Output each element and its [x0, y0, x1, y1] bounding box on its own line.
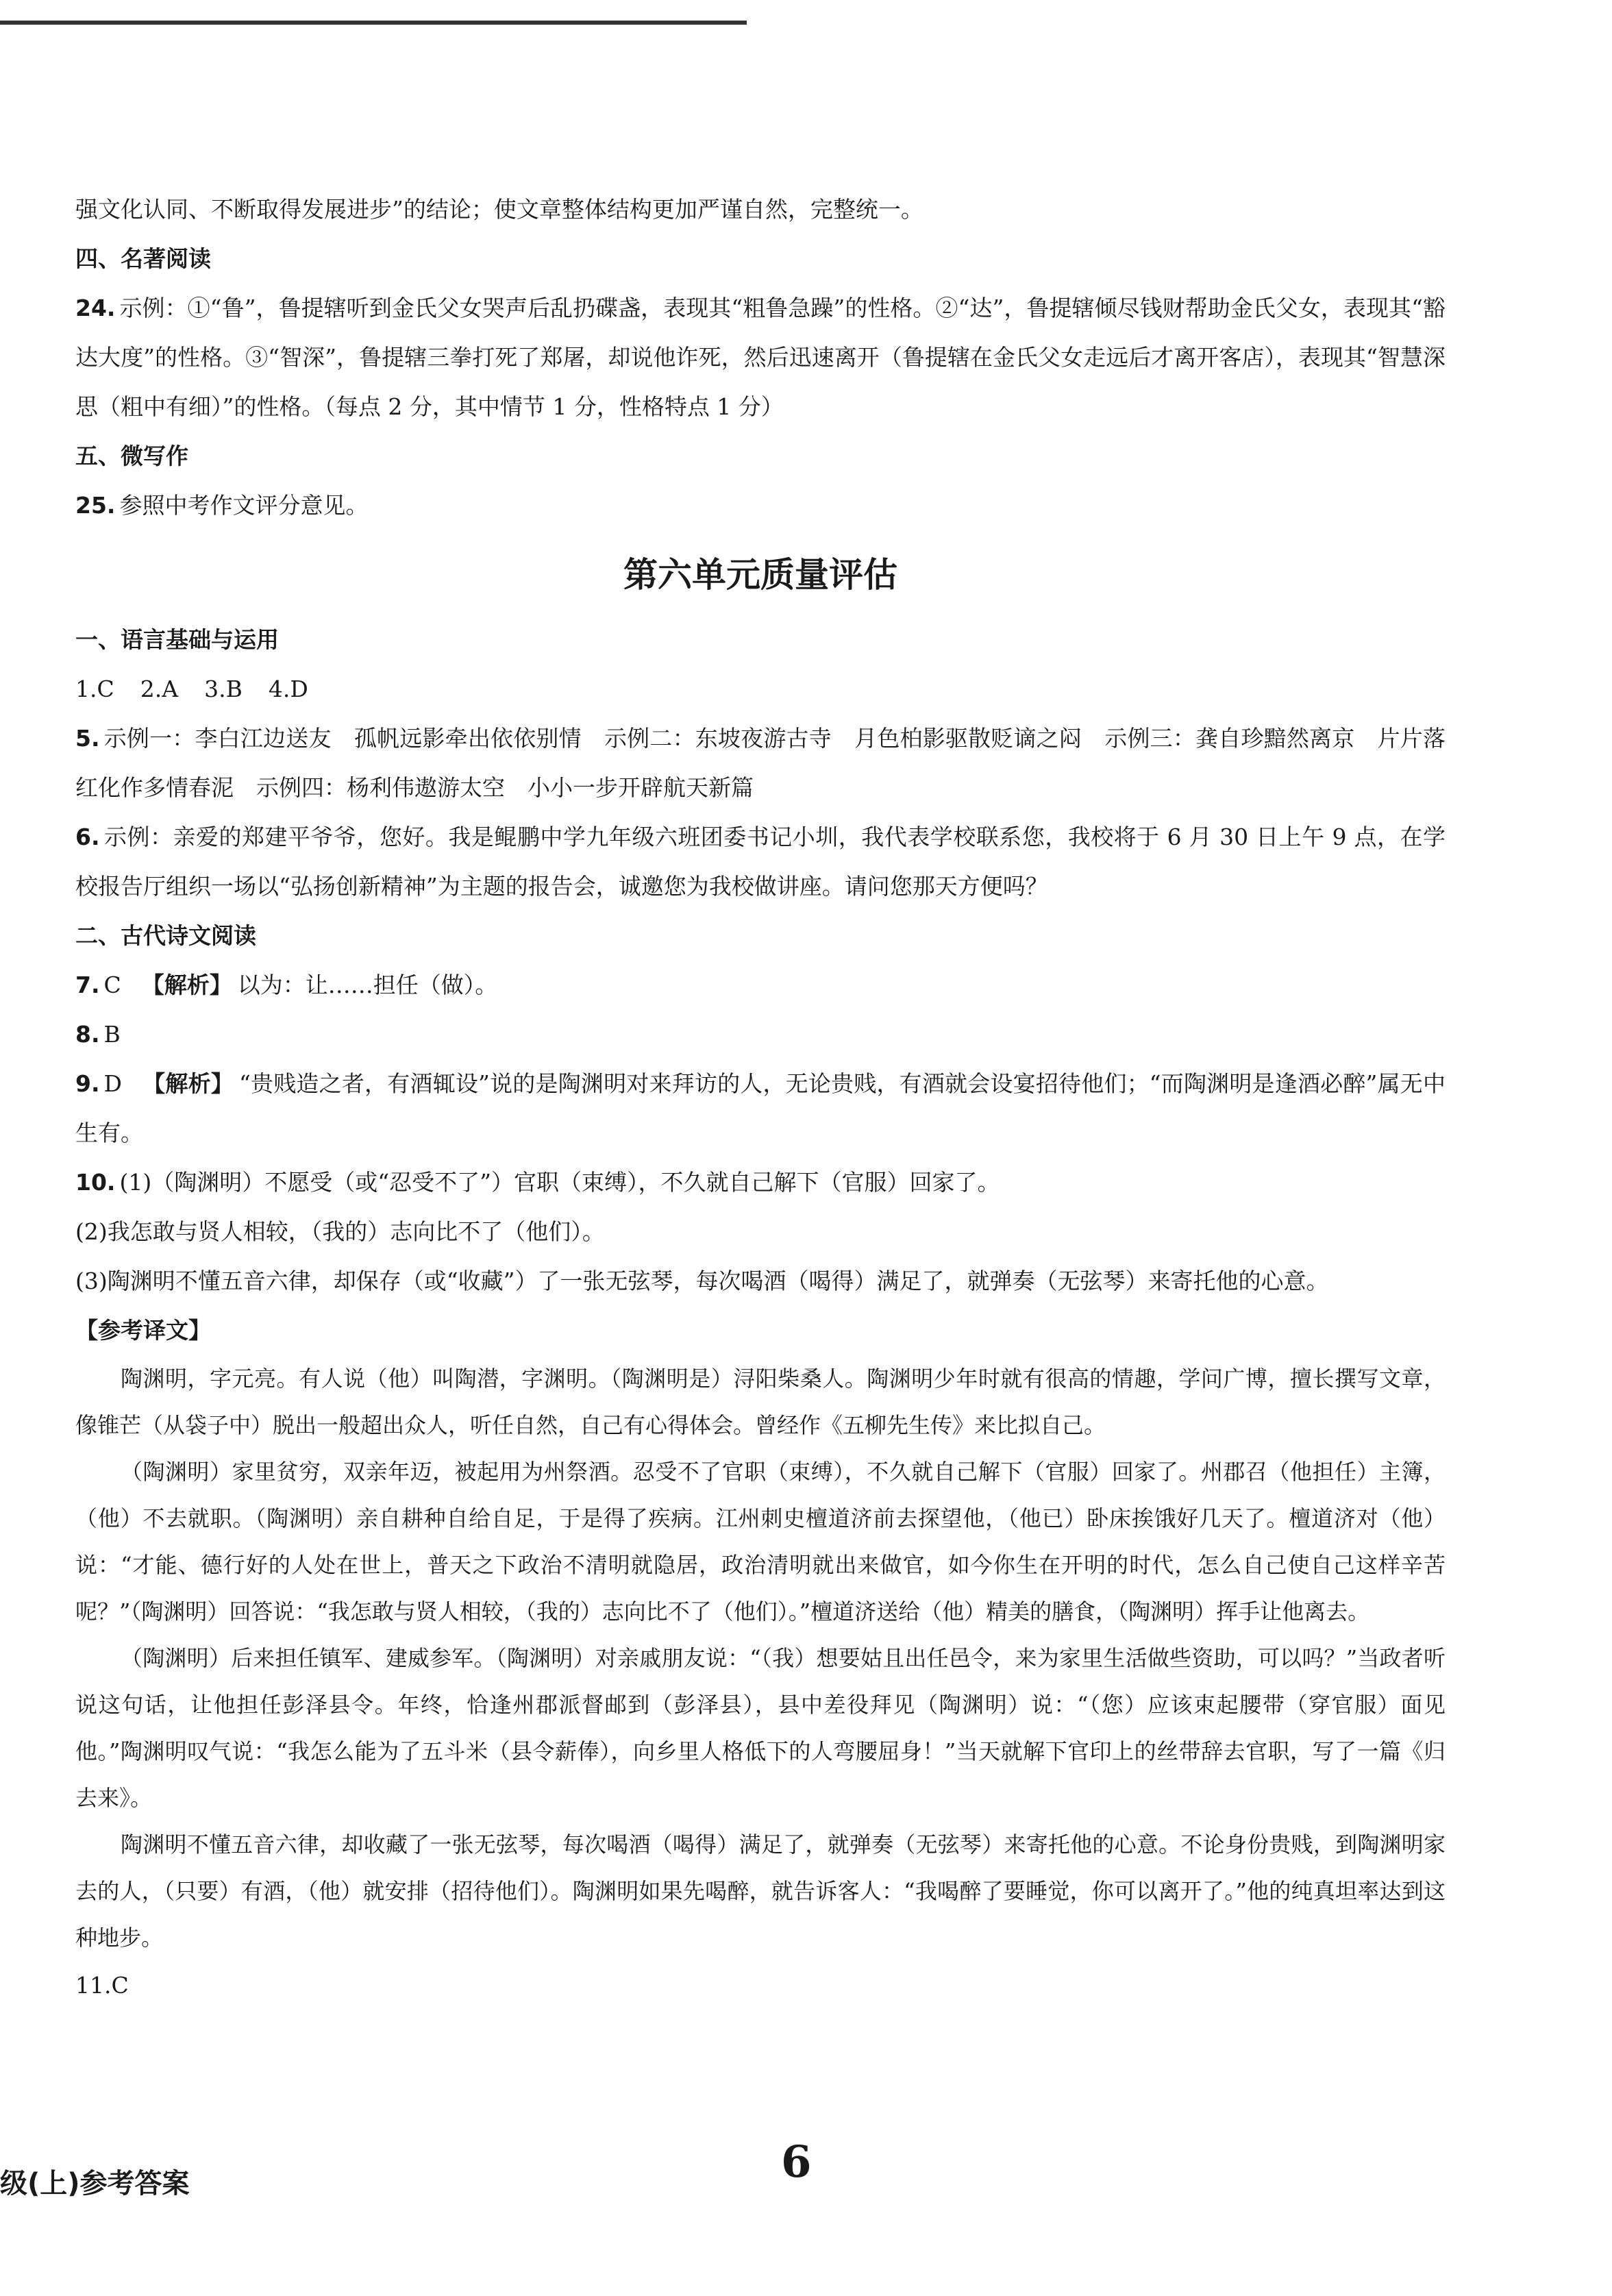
answer-text: 示例：①“鲁”，鲁提辖听到金氏父女哭声后乱扔碟盏，表现其“粗鲁急躁”的性格。②“达”，鲁提辖倾尽钱财帮助金氏父女，表现其“豁达大度”的性格。③“智深”，鲁提辖三拳打死了郑屠，却说他诈死，然后迅速离开（鲁提辖在金氏父女走远后才离开客店），表现其“智慧深思（粗中有细）”的性格。（每点 2 分，其中情节 1 分，性格特点 1 分） — [75, 295, 1446, 420]
answer-text: (1)（陶渊明）不愿受（或“忍受不了”）官职（束缚），不久就自己解下（官服）回家了。 — [119, 1169, 1000, 1196]
prev-continuation: 强文化认同、不断取得发展进步”的结论；使文章整体结构更加严谨自然，完整统一。 — [75, 196, 923, 223]
answer-text: 示例：亲爱的郑建平爷爷，您好。我是鲲鹏中学九年级六班团委书记小圳，我代表学校联系您，我校将于 6 月 30 日上午 9 点，在学校报告厅组织一场以“弘扬创新精神”为主题的报告会，诚邀您为我校做讲座。请问您那天方便吗？ — [75, 824, 1446, 900]
analysis-tag: 【解析】 — [142, 1070, 234, 1097]
q-number: 5. — [75, 725, 100, 752]
q-number: 6. — [75, 824, 100, 850]
answer-choice: D — [103, 1070, 122, 1097]
answer-8 — [75, 1010, 1446, 1059]
top-rule — [0, 21, 747, 25]
answer-9 — [75, 1059, 1446, 1158]
answer-10-1 — [75, 1158, 1446, 1207]
answer-6 — [75, 813, 1446, 911]
analysis-text: 以为：让……担任（做）。 — [237, 972, 498, 998]
answer-3: 3.B — [204, 676, 243, 702]
section-heading-2: 二、古代诗文阅读 — [75, 922, 256, 949]
analysis-tag: 【解析】 — [141, 972, 232, 998]
answer-2: 2.A — [140, 676, 179, 702]
answer-11: 11.C — [75, 1972, 129, 1999]
page-number: 6 — [781, 2136, 812, 2188]
answer-25 — [75, 481, 1446, 530]
footer-label: 级(上)参考答案 — [0, 2168, 190, 2199]
answer-choice: C — [103, 972, 121, 998]
translation-paragraph-2: （陶渊明）家里贫穷，双亲年迈，被起用为州祭酒。忍受不了官职（束缚），不久就自己解下（官服）回家了。州郡召（他担任）主簿，（他）不去就职。（陶渊明）亲自耕种自给自足，于是得了疾病。江州刺史檀道济前去探望他，（他已）卧床挨饿好几天了。檀道济对（他）说：“才能、德行好的人处在世上，普天之下政治不清明就隐居，政治清明就出来做官，如今你生在开明的时代，怎么自己使自己这样辛苦呢？”（陶渊明）回答说：“我怎敢与贤人相较，（我的）志向比不了（他们）。”檀道济送给（他）精美的膳食，（陶渊明）挥手让他离去。 — [75, 1459, 1446, 1625]
q-number: 9. — [75, 1070, 100, 1097]
q-number: 7. — [75, 972, 100, 998]
q-number: 8. — [75, 1021, 100, 1048]
answer-24 — [75, 284, 1446, 432]
translation-paragraph-4: 陶渊明不懂五音六律，却收藏了一张无弦琴，每次喝酒（喝得）满足了，就弹奏（无弦琴）来寄托他的心意。不论身份贵贱，到陶渊明家去的人，（只要）有酒，（他）就安排（招待他们）。陶渊明如果先喝醉，就告诉客人：“我喝醉了要睡觉，你可以离开了。”他的纯真坦率达到这种地步。 — [75, 1831, 1446, 1951]
answer-7 — [75, 961, 1446, 1010]
section-heading-5: 五、微写作 — [75, 443, 188, 469]
translation-paragraph-1: 陶渊明，字元亮。有人说（他）叫陶潜，字渊明。（陶渊明是）浔阳柴桑人。陶渊明少年时就有很高的情趣，学问广博，擅长撰写文章，像锥芒（从袋子中）脱出一般超出众人，听任自然，自己有心得体会。曾经作《五柳先生传》来比拟自己。 — [75, 1366, 1446, 1438]
answers-1-4 — [75, 665, 1446, 714]
q-number: 24. — [75, 295, 116, 321]
analysis-text: “贵贱造之者，有酒辄设”说的是陶渊明对来拜访的人，无论贵贱，有酒就会设宴招待他们；“而陶渊明是逢酒必醉”属无中生有。 — [75, 1070, 1446, 1146]
answer-text: 参照中考作文评分意见。 — [119, 492, 369, 519]
translation-paragraph-3: （陶渊明）后来担任镇军、建威参军。（陶渊明）对亲戚朋友说：“（我）想要姑且出任邑令，来为家里生活做些资助，可以吗？”当政者听说这句话，让他担任彭泽县令。年终，恰逢州郡派督邮到（彭泽县），县中差役拜见（陶渊明）说：“（您）应该束起腰带（穿官服）面见他。”陶渊明叹气说：“我怎么能为了五斗米（县令薪俸），向乡里人格低下的人弯腰屈身！”当天就解下官印上的丝带辞去官职，写了一篇《归去来》。 — [75, 1645, 1446, 1811]
answer-1: 1.C — [75, 676, 114, 702]
answer-4: 4.D — [268, 676, 308, 702]
q-number: 10. — [75, 1169, 116, 1196]
answer-10-2: (2)我怎敢与贤人相较，（我的）志向比不了（他们）。 — [75, 1218, 605, 1245]
answer-5 — [75, 714, 1446, 813]
answer-page — [75, 185, 1446, 2010]
q-number: 25. — [75, 492, 116, 519]
answer-text: 示例一：李白江边送友 孤帆远影牵出依依别情 示例二：东坡夜游古寺 月色柏影驱散贬谪之闷 示例三：龚自珍黯然离京 片片落红化作多情春泥 示例四：杨利伟遨游太空 小小一步开辟航天新篇 — [75, 725, 1446, 801]
reference-translation-heading: 【参考译文】 — [75, 1317, 211, 1344]
unit-title: 第六单元质量评估 — [623, 555, 897, 595]
section-heading-1: 一、语言基础与运用 — [75, 626, 279, 653]
section-heading-4: 四、名著阅读 — [75, 245, 211, 272]
answer-10-3: (3)陶渊明不懂五音六律，却保存（或“收藏”）了一张无弦琴，每次喝酒（喝得）满足了，就弹奏（无弦琴）来寄托他的心意。 — [75, 1268, 1329, 1294]
answer-choice: B — [103, 1021, 121, 1048]
